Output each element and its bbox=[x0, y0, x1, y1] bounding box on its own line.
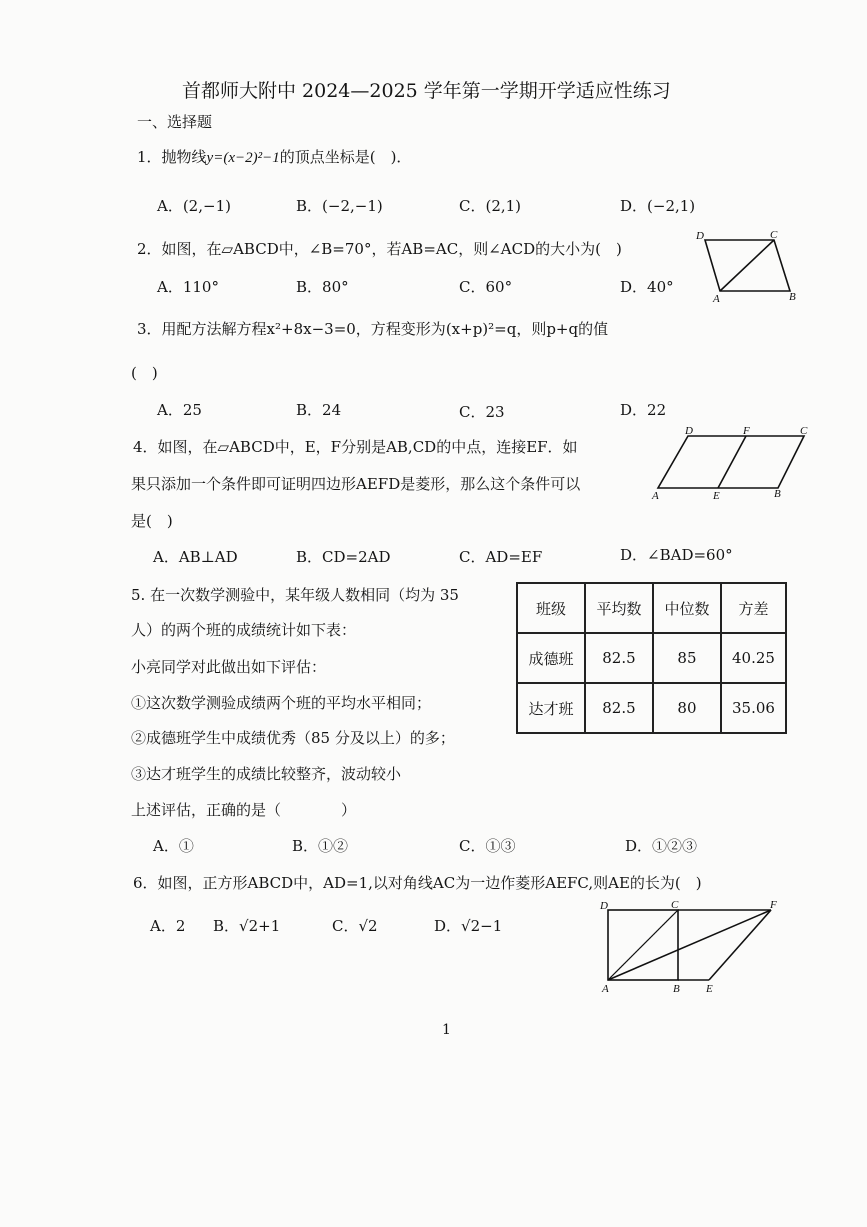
q6-option-a[interactable]: A．2 bbox=[150, 917, 186, 935]
q2-option-a[interactable]: A．110° bbox=[157, 278, 219, 296]
q5-option-d[interactable]: D．①②③ bbox=[625, 837, 698, 855]
q6-label-d: D bbox=[600, 900, 608, 912]
q2-parallelogram-figure bbox=[690, 226, 805, 306]
q6-square-rhombus-figure bbox=[598, 896, 788, 996]
question-4-line-3: 是( ) bbox=[131, 512, 173, 530]
question-5-line-2: 人）的两个班的成绩统计如下表： bbox=[131, 621, 357, 639]
q4-option-b[interactable]: B．CD=2AD bbox=[296, 548, 391, 566]
q6-label-c: C bbox=[671, 899, 679, 911]
question-1 bbox=[137, 146, 411, 167]
q6-option-b[interactable]: B．√2+1 bbox=[213, 917, 281, 935]
q5-option-a[interactable]: A．① bbox=[153, 837, 194, 855]
q2-label-b: B bbox=[789, 291, 796, 303]
q5-option-b[interactable]: B．①② bbox=[292, 837, 349, 855]
q4-label-b: B bbox=[774, 488, 781, 500]
table-cell: 80 bbox=[653, 683, 721, 733]
q2-option-b[interactable]: B．80° bbox=[296, 278, 349, 296]
q2-label-d: D bbox=[696, 230, 704, 242]
q3-option-d[interactable]: D．22 bbox=[620, 401, 667, 419]
table-cell: 成德班 bbox=[517, 633, 585, 683]
q4-label-f: F bbox=[743, 425, 750, 437]
q6-label-f: F bbox=[770, 899, 777, 911]
q1-option-d[interactable]: D．(−2,1) bbox=[620, 197, 696, 215]
q3-option-a[interactable]: A．25 bbox=[157, 401, 202, 419]
q2-option-d[interactable]: D．40° bbox=[620, 278, 674, 296]
page-number: 1 bbox=[442, 1022, 451, 1038]
question-3-answer-bracket: ( ) bbox=[131, 364, 158, 382]
q2-label-a: A bbox=[713, 293, 720, 305]
q4-option-c[interactable]: C．AD=EF bbox=[459, 548, 543, 566]
q6-label-a: A bbox=[602, 983, 609, 995]
q4-option-a[interactable]: A．AB⊥AD bbox=[153, 548, 238, 566]
question-5-line-3: 小亮同学对此做出如下评估： bbox=[131, 658, 327, 676]
table-header-cell: 班级 bbox=[517, 583, 585, 633]
question-6-text: 6．如图，正方形ABCD中，AD=1,以对角线AC为一边作菱形AEFC,则AE的长为( ) bbox=[133, 874, 702, 892]
question-4-line-1: 4．如图，在▱ABCD中，E，F分别是AB,CD的中点，连接EF．如 bbox=[133, 438, 578, 456]
q1-option-b[interactable]: B．(−2,−1) bbox=[296, 197, 383, 215]
table-row bbox=[517, 683, 786, 733]
q6-label-b: B bbox=[673, 983, 680, 995]
q2-option-c[interactable]: C．60° bbox=[459, 278, 513, 296]
question-1-formula: y=(x−2)²−1 bbox=[206, 150, 280, 166]
table-cell: 82.5 bbox=[585, 633, 653, 683]
q5-option-c[interactable]: C．①③ bbox=[459, 837, 516, 855]
question-5-statement-3: ③达才班学生的成绩比较整齐，波动较小 bbox=[131, 765, 402, 783]
class-statistics-table bbox=[516, 582, 787, 734]
question-1-text-b: 的顶点坐标是( )． bbox=[279, 148, 412, 166]
question-5-prompt: 上述评估，正确的是（ ） bbox=[131, 801, 357, 819]
q4-parallelogram-figure bbox=[648, 422, 818, 502]
q2-label-c: C bbox=[770, 229, 778, 241]
q3-option-b[interactable]: B．24 bbox=[296, 401, 342, 419]
q4-label-d: D bbox=[685, 425, 693, 437]
table-header-cell: 平均数 bbox=[585, 583, 653, 633]
q4-label-a: A bbox=[652, 490, 659, 502]
question-3-text: 3．用配方法解方程x²+8x−3=0，方程变形为(x+p)²=q，则p+q的值 bbox=[137, 320, 609, 338]
table-cell: 82.5 bbox=[585, 683, 653, 733]
question-2-text: 2．如图，在▱ABCD中，∠B=70°，若AB=AC，则∠ACD的大小为( ) bbox=[137, 240, 622, 258]
q6-label-e: E bbox=[706, 983, 713, 995]
q1-option-c[interactable]: C．(2,1) bbox=[459, 197, 522, 215]
table-header-cell: 方差 bbox=[721, 583, 786, 633]
q3-option-c[interactable]: C．23 bbox=[459, 403, 505, 421]
table-cell: 40.25 bbox=[721, 633, 786, 683]
table-cell: 85 bbox=[653, 633, 721, 683]
q4-label-e: E bbox=[713, 490, 720, 502]
question-1-text-a: 1．抛物线 bbox=[137, 148, 207, 166]
q1-option-a[interactable]: A．(2,−1) bbox=[157, 197, 231, 215]
table-cell: 35.06 bbox=[721, 683, 786, 733]
question-5-statement-1: ①这次数学测验成绩两个班的平均水平相同； bbox=[131, 694, 432, 712]
page-title: 首都师大附中 2024—2025 学年第一学期开学适应性练习 bbox=[182, 80, 671, 102]
question-5-line-1: 5. 在一次数学测验中，某年级人数相同（均为 35 bbox=[131, 586, 459, 604]
table-cell: 达才班 bbox=[517, 683, 585, 733]
q4-label-c: C bbox=[800, 425, 808, 437]
table-header-cell: 中位数 bbox=[653, 583, 721, 633]
question-5-statement-2: ②成德班学生中成绩优秀（85 分及以上）的多； bbox=[131, 729, 455, 747]
question-4-line-2: 果只添加一个条件即可证明四边形AEFD是菱形，那么这个条件可以 bbox=[131, 475, 581, 493]
table-header-row bbox=[517, 583, 786, 633]
q4-option-d[interactable]: D．∠BAD=60° bbox=[620, 546, 733, 564]
section-heading: 一、选择题 bbox=[137, 113, 213, 131]
q6-option-d[interactable]: D．√2−1 bbox=[434, 917, 503, 935]
q6-option-c[interactable]: C．√2 bbox=[332, 917, 378, 935]
table-row bbox=[517, 633, 786, 683]
